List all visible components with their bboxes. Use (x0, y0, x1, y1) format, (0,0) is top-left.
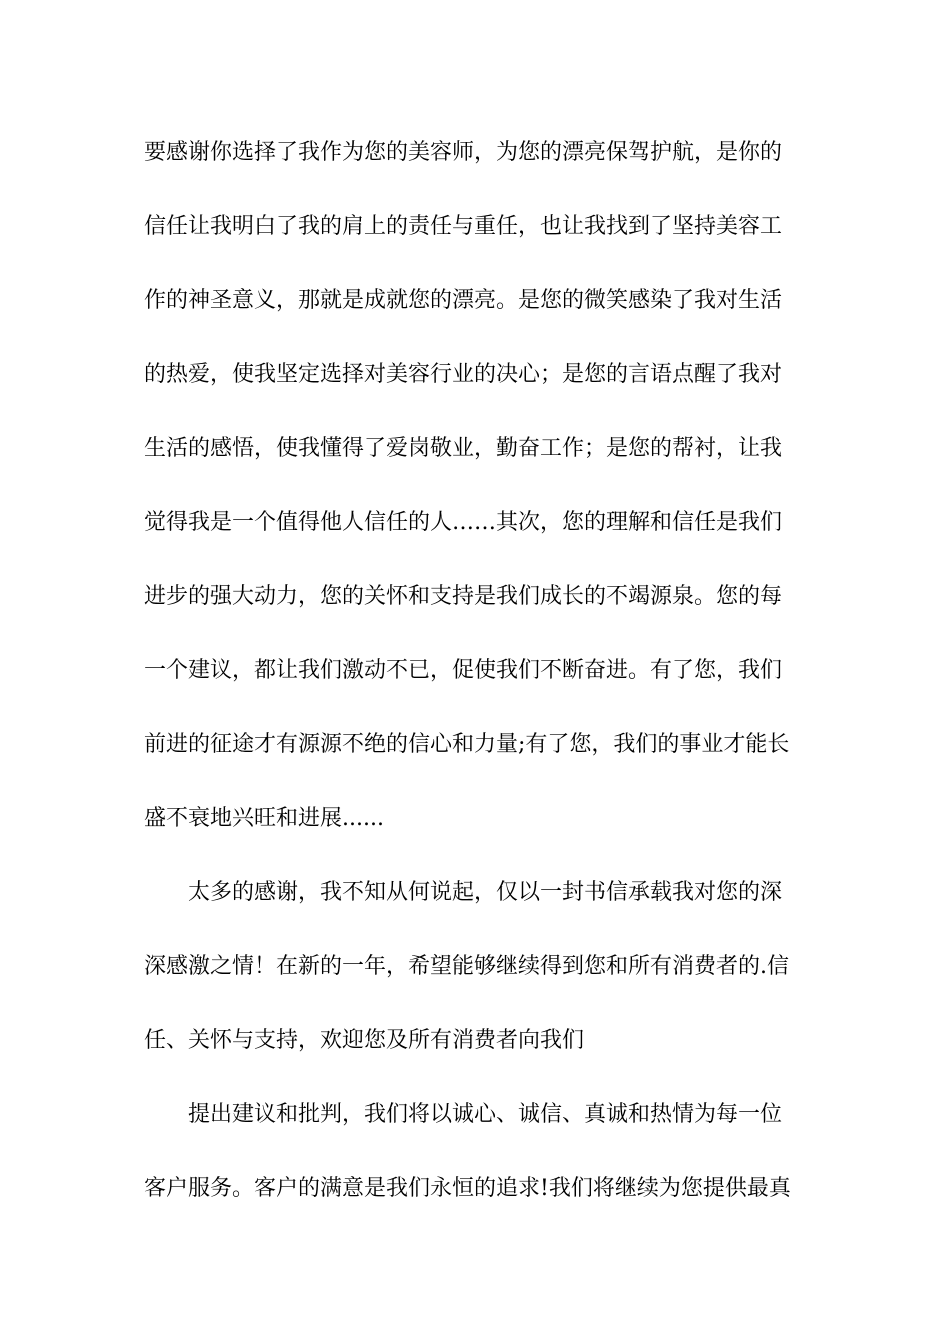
text-line: 一个建议，都让我们激动不已，促使我们不断奋进。有了您，我们 (144, 658, 783, 683)
text-line: 的热爱，使我坚定选择对美容行业的决心；是您的言语点醒了我对 (144, 362, 783, 387)
text-line: 前进的征途才有源源不绝的信心和力量;有了您，我们的事业才能长 (144, 732, 790, 757)
text-line: 盛不衰地兴旺和进展...... (144, 806, 384, 831)
text-line: 要感谢你选择了我作为您的美容师，为您的漂亮保驾护航，是你的 (144, 140, 783, 165)
paragraph-start-line: 太多的感谢，我不知从何说起，仅以一封书信承载我对您的深 (188, 880, 783, 905)
text-line: 生活的感悟，使我懂得了爱岗敬业，勤奋工作；是您的帮衬，让我 (144, 436, 783, 461)
paragraph-start-line: 提出建议和批判，我们将以诚心、诚信、真诚和热情为每一位 (188, 1102, 783, 1127)
text-line: 任、关怀与支持，欢迎您及所有消费者向我们 (144, 1028, 585, 1053)
letter-body (144, 126, 814, 1236)
text-line: 信任让我明白了我的肩上的责任与重任，也让我找到了坚持美容工 (144, 214, 783, 239)
text-line: 觉得我是一个值得他人信任的人……其次，您的理解和信任是我们 (144, 510, 783, 535)
text-line: 进步的强大动力，您的关怀和支持是我们成长的不竭源泉。您的每 (144, 584, 783, 609)
text-line: 作的神圣意义，那就是成就您的漂亮。是您的微笑感染了我对生活 (144, 288, 783, 313)
text-line: 深感激之情！在新的一年，希望能够继续得到您和所有消费者的.信 (144, 954, 789, 979)
text-line: 客户服务。客户的满意是我们永恒的追求!我们将继续为您提供最真 (144, 1176, 791, 1201)
